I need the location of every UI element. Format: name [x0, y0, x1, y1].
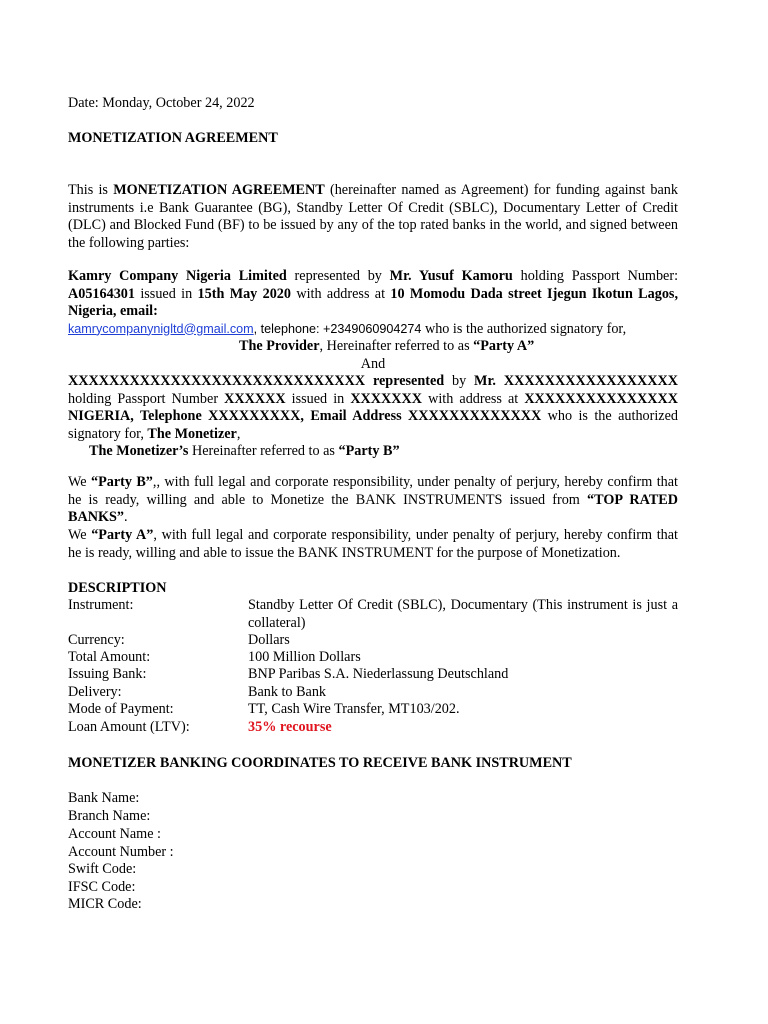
party-a-paragraph: Kamry Company Nigeria Limited represented by Mr. Yusuf Kamoru holding Passport Number: A05164301 issued in 15th May 2020 with address at 10 Momodu Dada street Ijegun Ikotun Lagos, Nigeria, email: kamrycompanynigltd@gmail.com, telephone: +2349060904274 who is the authorized signatory for, The Provider, Hereinafter referred to as “Party A”: [68, 268, 679, 354]
description-row-delivery: Delivery: Bank to Bank: [68, 684, 327, 700]
branch-name-field: Branch Name:: [68, 808, 151, 824]
ifsc-code-field: IFSC Code:: [68, 879, 136, 895]
description-row-loan-amount: Loan Amount (LTV): 35% recourse: [68, 719, 678, 737]
account-number-field: Account Number :: [68, 844, 174, 860]
party-b-confirmation: We “Party B”,, with full legal and corporate responsibility, under penalty of perjury, hereby confirm that he is ready, willing and able to Monetize the BANK INSTRUMENTS issued from “TOP RATED BANKS”.: [68, 474, 679, 525]
intro-paragraph: This is MONETIZATION AGREEMENT (hereinafter named as Agreement) for funding against bank instruments i.e Bank Guarantee (BG), Standby Letter Of Credit (SBLC), Documentary Letter of Credit (DLC) and Blocked Fund (BF) to be issued by any of the top rated banks in the world, and signed between the following parties:: [68, 182, 678, 251]
document-title: MONETIZATION AGREEMENT: [68, 130, 278, 146]
loan-amount-value: 35% recourse: [248, 719, 332, 735]
party-a-role: The Provider, Hereinafter referred to as “Party A”: [239, 338, 535, 354]
description-row-mode-of-payment: Mode of Payment: TT, Cash Wire Transfer, MT103/202.: [68, 701, 460, 717]
description-row-issuing-bank: Issuing Bank: BNP Paribas S.A. Niederlassung Deutschland: [68, 666, 509, 682]
description-heading: DESCRIPTION: [68, 580, 167, 596]
account-name-field: Account Name :: [68, 826, 161, 842]
date-line: Date: Monday, October 24, 2022: [68, 95, 255, 111]
bank-name-field: Bank Name:: [68, 790, 140, 806]
banking-heading: MONETIZER BANKING COORDINATES TO RECEIVE BANK INSTRUMENT: [68, 755, 572, 771]
email-link[interactable]: kamrycompanynigltd@gmail.com: [68, 321, 254, 336]
party-b-paragraph: XXXXXXXXXXXXXXXXXXXXXXXXXXXXX represented by Mr. XXXXXXXXXXXXXXXXX holding Passport Number XXXXXX issued in XXXXXXX with address at XXXXXXXXXXXXXXX NIGERIA, Telephone XXXXXXXXX, Email Address XXXXXXXXXXXXX who is the authorized signatory for, The Monetizer, The Monetizer’s Hereinafter referred to as “Party B”: [68, 373, 678, 459]
description-row-total-amount: Total Amount: 100 Million Dollars: [68, 649, 361, 665]
description-row-currency: Currency: Dollars: [68, 632, 290, 648]
party-a-confirmation: We “Party A”, with full legal and corporate responsibility, under penalty of perjury, hereby confirm that he is ready, willing and able to issue the BANK INSTRUMENT for the purpose of Monetization.: [68, 527, 678, 561]
and-separator: And: [360, 356, 386, 372]
micr-code-field: MICR Code:: [68, 896, 142, 912]
party-b-role: The Monetizer’s Hereinafter referred to as “Party B”: [89, 443, 400, 459]
swift-code-field: Swift Code:: [68, 861, 137, 877]
description-row-instrument: Instrument: Standby Letter Of Credit (SBLC), Documentary (This instrument is just a collateral): [68, 597, 678, 631]
